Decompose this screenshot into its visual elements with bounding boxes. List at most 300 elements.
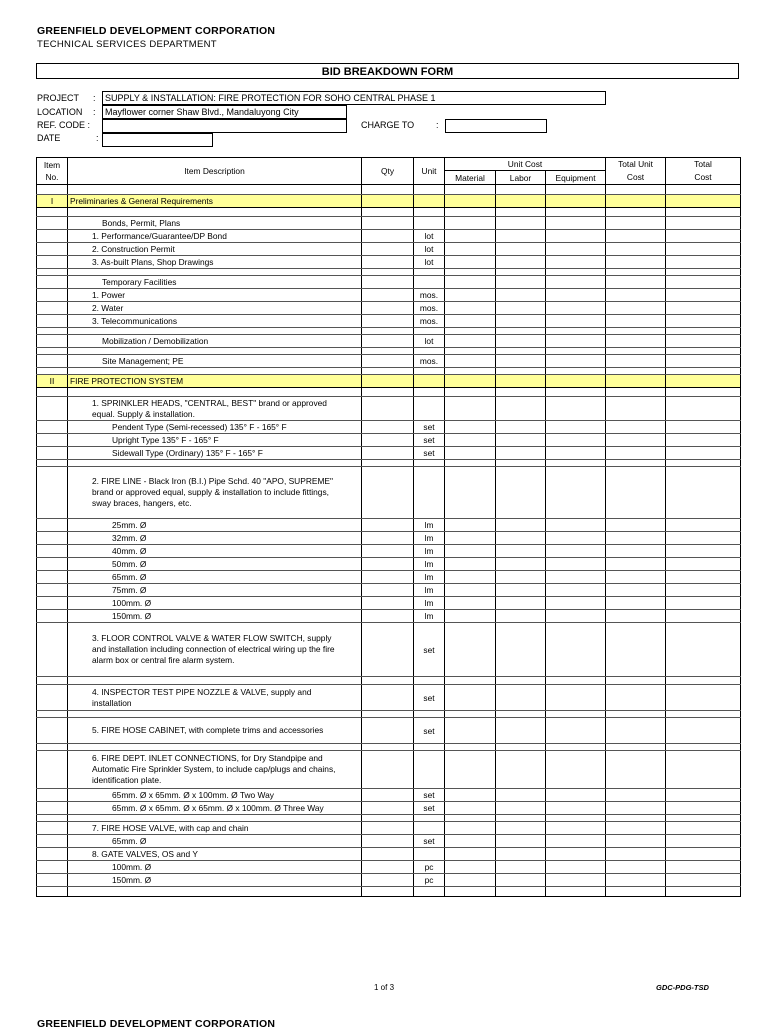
total-cost-cell[interactable] (666, 421, 741, 434)
material-cost-cell[interactable] (445, 744, 496, 751)
qty-cell[interactable] (362, 711, 414, 718)
total-cost-cell[interactable] (666, 519, 741, 532)
labor-cost-cell[interactable] (496, 789, 546, 802)
total-unit-cost-cell[interactable] (606, 302, 666, 315)
total-unit-cost-cell[interactable] (606, 677, 666, 685)
qty-cell[interactable] (362, 789, 414, 802)
total-unit-cost-cell[interactable] (606, 519, 666, 532)
total-cost-cell[interactable] (666, 545, 741, 558)
labor-cost-cell[interactable] (496, 711, 546, 718)
equipment-cost-cell[interactable] (546, 558, 606, 571)
total-cost-cell[interactable] (666, 815, 741, 822)
material-cost-cell[interactable] (445, 545, 496, 558)
total-unit-cost-cell[interactable] (606, 368, 666, 375)
equipment-cost-cell[interactable] (546, 718, 606, 744)
total-cost-cell[interactable] (666, 584, 741, 597)
equipment-cost-cell[interactable] (546, 355, 606, 368)
equipment-cost-cell[interactable] (546, 610, 606, 623)
labor-cost-cell[interactable] (496, 447, 546, 460)
total-cost-cell[interactable] (666, 289, 741, 302)
equipment-cost-cell[interactable] (546, 269, 606, 276)
total-unit-cost-cell[interactable] (606, 467, 666, 519)
refcode-field[interactable] (102, 119, 347, 133)
total-unit-cost-cell[interactable] (606, 887, 666, 897)
equipment-cost-cell[interactable] (546, 815, 606, 822)
total-unit-cost-cell[interactable] (606, 328, 666, 335)
equipment-cost-cell[interactable] (546, 571, 606, 584)
equipment-cost-cell[interactable] (546, 467, 606, 519)
equipment-cost-cell[interactable] (546, 835, 606, 848)
material-cost-cell[interactable] (445, 421, 496, 434)
total-cost-cell[interactable] (666, 711, 741, 718)
equipment-cost-cell[interactable] (546, 217, 606, 230)
labor-cost-cell[interactable] (496, 874, 546, 887)
labor-cost-cell[interactable] (496, 289, 546, 302)
equipment-cost-cell[interactable] (546, 751, 606, 789)
qty-cell[interactable] (362, 545, 414, 558)
qty-cell[interactable] (362, 584, 414, 597)
qty-cell[interactable] (362, 718, 414, 744)
total-unit-cost-cell[interactable] (606, 185, 666, 195)
equipment-cost-cell[interactable] (546, 545, 606, 558)
total-cost-cell[interactable] (666, 388, 741, 397)
labor-cost-cell[interactable] (496, 315, 546, 328)
equipment-cost-cell[interactable] (546, 874, 606, 887)
total-cost-cell[interactable] (666, 256, 741, 269)
equipment-cost-cell[interactable] (546, 685, 606, 711)
total-unit-cost-cell[interactable] (606, 623, 666, 677)
labor-cost-cell[interactable] (496, 751, 546, 789)
table-row (37, 887, 741, 897)
qty-cell[interactable] (362, 822, 414, 835)
total-unit-cost-cell[interactable] (606, 447, 666, 460)
location-field[interactable]: Mayflower corner Shaw Blvd., Mandaluyong City (102, 105, 347, 119)
total-unit-cost-cell[interactable] (606, 874, 666, 887)
material-cost-cell[interactable] (445, 610, 496, 623)
total-unit-cost-cell[interactable] (606, 558, 666, 571)
total-cost-cell[interactable] (666, 751, 741, 789)
labor-cost-cell[interactable] (496, 815, 546, 822)
qty-cell[interactable] (362, 421, 414, 434)
total-unit-cost-cell[interactable] (606, 848, 666, 861)
labor-cost-cell[interactable] (496, 467, 546, 519)
equipment-cost-cell[interactable] (546, 185, 606, 195)
project-field[interactable]: SUPPLY & INSTALLATION: FIRE PROTECTION FOR SOHO CENTRAL PHASE 1 (102, 91, 606, 105)
equipment-cost-cell[interactable] (546, 677, 606, 685)
material-cost-cell[interactable] (445, 302, 496, 315)
total-unit-cost-cell[interactable] (606, 421, 666, 434)
material-cost-cell[interactable] (445, 815, 496, 822)
material-cost-cell[interactable] (445, 434, 496, 447)
material-cost-cell[interactable] (445, 519, 496, 532)
total-cost-cell[interactable] (666, 623, 741, 677)
material-cost-cell[interactable] (445, 335, 496, 348)
total-unit-cost-cell[interactable] (606, 460, 666, 467)
material-cost-cell[interactable] (445, 256, 496, 269)
qty-cell[interactable] (362, 447, 414, 460)
equipment-cost-cell[interactable] (546, 335, 606, 348)
material-cost-cell[interactable] (445, 208, 496, 217)
qty-cell[interactable] (362, 256, 414, 269)
qty-cell[interactable] (362, 208, 414, 217)
material-cost-cell[interactable] (445, 217, 496, 230)
labor-cost-cell[interactable] (496, 685, 546, 711)
qty-cell[interactable] (362, 460, 414, 467)
total-cost-cell[interactable] (666, 243, 741, 256)
material-cost-cell[interactable] (445, 397, 496, 421)
labor-cost-cell[interactable] (496, 835, 546, 848)
total-unit-cost-cell[interactable] (606, 208, 666, 217)
labor-cost-cell[interactable] (496, 545, 546, 558)
total-cost-cell[interactable] (666, 269, 741, 276)
labor-cost-cell[interactable] (496, 597, 546, 610)
total-unit-cost-cell[interactable] (606, 744, 666, 751)
total-unit-cost-cell[interactable] (606, 243, 666, 256)
total-unit-cost-cell[interactable] (606, 822, 666, 835)
qty-cell[interactable] (362, 610, 414, 623)
equipment-cost-cell[interactable] (546, 887, 606, 897)
qty-cell[interactable] (362, 751, 414, 789)
total-unit-cost-cell[interactable] (606, 276, 666, 289)
labor-cost-cell[interactable] (496, 460, 546, 467)
total-cost-cell[interactable] (666, 460, 741, 467)
material-cost-cell[interactable] (445, 388, 496, 397)
total-cost-cell[interactable] (666, 447, 741, 460)
labor-cost-cell[interactable] (496, 230, 546, 243)
total-unit-cost-cell[interactable] (606, 835, 666, 848)
equipment-cost-cell[interactable] (546, 315, 606, 328)
total-cost-cell[interactable] (666, 685, 741, 711)
total-cost-cell[interactable] (666, 744, 741, 751)
equipment-cost-cell[interactable] (546, 802, 606, 815)
labor-cost-cell[interactable] (496, 388, 546, 397)
qty-cell[interactable] (362, 571, 414, 584)
total-cost-cell[interactable] (666, 315, 741, 328)
total-cost-cell[interactable] (666, 558, 741, 571)
qty-cell[interactable] (362, 315, 414, 328)
total-unit-cost-cell[interactable] (606, 315, 666, 328)
labor-cost-cell[interactable] (496, 375, 546, 388)
equipment-cost-cell[interactable] (546, 388, 606, 397)
labor-cost-cell[interactable] (496, 571, 546, 584)
total-unit-cost-cell[interactable] (606, 711, 666, 718)
labor-cost-cell[interactable] (496, 185, 546, 195)
total-cost-cell[interactable] (666, 230, 741, 243)
material-cost-cell[interactable] (445, 185, 496, 195)
qty-cell[interactable] (362, 623, 414, 677)
material-cost-cell[interactable] (445, 375, 496, 388)
total-cost-cell[interactable] (666, 887, 741, 897)
equipment-cost-cell[interactable] (546, 208, 606, 217)
labor-cost-cell[interactable] (496, 328, 546, 335)
material-cost-cell[interactable] (445, 289, 496, 302)
qty-cell[interactable] (362, 243, 414, 256)
qty-cell[interactable] (362, 355, 414, 368)
material-cost-cell[interactable] (445, 677, 496, 685)
labor-cost-cell[interactable] (496, 348, 546, 355)
material-cost-cell[interactable] (445, 887, 496, 897)
material-cost-cell[interactable] (445, 571, 496, 584)
total-cost-cell[interactable] (666, 276, 741, 289)
total-cost-cell[interactable] (666, 335, 741, 348)
total-unit-cost-cell[interactable] (606, 230, 666, 243)
qty-cell[interactable] (362, 217, 414, 230)
material-cost-cell[interactable] (445, 243, 496, 256)
labor-cost-cell[interactable] (496, 217, 546, 230)
equipment-cost-cell[interactable] (546, 789, 606, 802)
labor-cost-cell[interactable] (496, 243, 546, 256)
material-cost-cell[interactable] (445, 195, 496, 208)
total-unit-cost-cell[interactable] (606, 815, 666, 822)
total-unit-cost-cell[interactable] (606, 545, 666, 558)
total-unit-cost-cell[interactable] (606, 718, 666, 744)
total-unit-cost-cell[interactable] (606, 532, 666, 545)
qty-cell[interactable] (362, 397, 414, 421)
qty-cell[interactable] (362, 434, 414, 447)
total-cost-cell[interactable] (666, 217, 741, 230)
total-cost-cell[interactable] (666, 375, 741, 388)
total-unit-cost-cell[interactable] (606, 289, 666, 302)
total-cost-cell[interactable] (666, 610, 741, 623)
equipment-cost-cell[interactable] (546, 434, 606, 447)
total-cost-cell[interactable] (666, 571, 741, 584)
material-cost-cell[interactable] (445, 558, 496, 571)
material-cost-cell[interactable] (445, 460, 496, 467)
material-cost-cell[interactable] (445, 711, 496, 718)
equipment-cost-cell[interactable] (546, 195, 606, 208)
material-cost-cell[interactable] (445, 822, 496, 835)
qty-cell[interactable] (362, 802, 414, 815)
equipment-cost-cell[interactable] (546, 421, 606, 434)
labor-cost-cell[interactable] (496, 335, 546, 348)
total-cost-cell[interactable] (666, 467, 741, 519)
material-cost-cell[interactable] (445, 355, 496, 368)
total-unit-cost-cell[interactable] (606, 789, 666, 802)
total-unit-cost-cell[interactable] (606, 610, 666, 623)
qty-cell[interactable] (362, 532, 414, 545)
labor-cost-cell[interactable] (496, 584, 546, 597)
material-cost-cell[interactable] (445, 861, 496, 874)
qty-cell[interactable] (362, 185, 414, 195)
total-cost-cell[interactable] (666, 822, 741, 835)
total-cost-cell[interactable] (666, 208, 741, 217)
qty-cell[interactable] (362, 519, 414, 532)
total-unit-cost-cell[interactable] (606, 335, 666, 348)
material-cost-cell[interactable] (445, 685, 496, 711)
total-cost-cell[interactable] (666, 185, 741, 195)
qty-cell[interactable] (362, 815, 414, 822)
equipment-cost-cell[interactable] (546, 623, 606, 677)
total-cost-cell[interactable] (666, 434, 741, 447)
qty-cell[interactable] (362, 874, 414, 887)
equipment-cost-cell[interactable] (546, 519, 606, 532)
qty-cell[interactable] (362, 887, 414, 897)
equipment-cost-cell[interactable] (546, 256, 606, 269)
qty-cell[interactable] (362, 335, 414, 348)
labor-cost-cell[interactable] (496, 848, 546, 861)
equipment-cost-cell[interactable] (546, 447, 606, 460)
material-cost-cell[interactable] (445, 328, 496, 335)
total-cost-cell[interactable] (666, 348, 741, 355)
labor-cost-cell[interactable] (496, 623, 546, 677)
qty-cell[interactable] (362, 230, 414, 243)
material-cost-cell[interactable] (445, 789, 496, 802)
total-cost-cell[interactable] (666, 532, 741, 545)
material-cost-cell[interactable] (445, 368, 496, 375)
total-unit-cost-cell[interactable] (606, 388, 666, 397)
total-cost-cell[interactable] (666, 355, 741, 368)
total-unit-cost-cell[interactable] (606, 802, 666, 815)
material-cost-cell[interactable] (445, 269, 496, 276)
material-cost-cell[interactable] (445, 230, 496, 243)
total-cost-cell[interactable] (666, 597, 741, 610)
material-cost-cell[interactable] (445, 835, 496, 848)
labor-cost-cell[interactable] (496, 368, 546, 375)
labor-cost-cell[interactable] (496, 256, 546, 269)
total-unit-cost-cell[interactable] (606, 195, 666, 208)
total-cost-cell[interactable] (666, 861, 741, 874)
equipment-cost-cell[interactable] (546, 861, 606, 874)
material-cost-cell[interactable] (445, 802, 496, 815)
qty-cell[interactable] (362, 289, 414, 302)
equipment-cost-cell[interactable] (546, 822, 606, 835)
qty-cell[interactable] (362, 558, 414, 571)
total-cost-cell[interactable] (666, 397, 741, 421)
total-unit-cost-cell[interactable] (606, 584, 666, 597)
equipment-cost-cell[interactable] (546, 243, 606, 256)
equipment-cost-cell[interactable] (546, 584, 606, 597)
equipment-cost-cell[interactable] (546, 348, 606, 355)
labor-cost-cell[interactable] (496, 558, 546, 571)
total-unit-cost-cell[interactable] (606, 597, 666, 610)
equipment-cost-cell[interactable] (546, 276, 606, 289)
labor-cost-cell[interactable] (496, 434, 546, 447)
total-unit-cost-cell[interactable] (606, 355, 666, 368)
equipment-cost-cell[interactable] (546, 289, 606, 302)
labor-cost-cell[interactable] (496, 355, 546, 368)
equipment-cost-cell[interactable] (546, 230, 606, 243)
labor-cost-cell[interactable] (496, 195, 546, 208)
qty-cell[interactable] (362, 388, 414, 397)
equipment-cost-cell[interactable] (546, 848, 606, 861)
material-cost-cell[interactable] (445, 467, 496, 519)
total-cost-cell[interactable] (666, 802, 741, 815)
total-unit-cost-cell[interactable] (606, 348, 666, 355)
labor-cost-cell[interactable] (496, 677, 546, 685)
labor-cost-cell[interactable] (496, 718, 546, 744)
material-cost-cell[interactable] (445, 597, 496, 610)
total-cost-cell[interactable] (666, 195, 741, 208)
total-unit-cost-cell[interactable] (606, 751, 666, 789)
material-cost-cell[interactable] (445, 718, 496, 744)
date-field[interactable] (102, 133, 213, 147)
qty-cell[interactable] (362, 302, 414, 315)
material-cost-cell[interactable] (445, 348, 496, 355)
total-cost-cell[interactable] (666, 302, 741, 315)
labor-cost-cell[interactable] (496, 421, 546, 434)
equipment-cost-cell[interactable] (546, 397, 606, 421)
labor-cost-cell[interactable] (496, 276, 546, 289)
qty-cell[interactable] (362, 348, 414, 355)
labor-cost-cell[interactable] (496, 519, 546, 532)
total-unit-cost-cell[interactable] (606, 571, 666, 584)
material-cost-cell[interactable] (445, 532, 496, 545)
total-cost-cell[interactable] (666, 677, 741, 685)
total-unit-cost-cell[interactable] (606, 269, 666, 276)
equipment-cost-cell[interactable] (546, 460, 606, 467)
labor-cost-cell[interactable] (496, 269, 546, 276)
qty-cell[interactable] (362, 375, 414, 388)
charge-to-field[interactable] (445, 119, 547, 133)
material-cost-cell[interactable] (445, 848, 496, 861)
qty-cell[interactable] (362, 848, 414, 861)
labor-cost-cell[interactable] (496, 861, 546, 874)
total-cost-cell[interactable] (666, 848, 741, 861)
qty-cell[interactable] (362, 677, 414, 685)
labor-cost-cell[interactable] (496, 822, 546, 835)
total-unit-cost-cell[interactable] (606, 685, 666, 711)
qty-cell[interactable] (362, 744, 414, 751)
labor-cost-cell[interactable] (496, 802, 546, 815)
material-cost-cell[interactable] (445, 874, 496, 887)
material-cost-cell[interactable] (445, 751, 496, 789)
total-unit-cost-cell[interactable] (606, 434, 666, 447)
total-unit-cost-cell[interactable] (606, 256, 666, 269)
total-cost-cell[interactable] (666, 874, 741, 887)
material-cost-cell[interactable] (445, 315, 496, 328)
qty-cell[interactable] (362, 685, 414, 711)
total-cost-cell[interactable] (666, 789, 741, 802)
total-cost-cell[interactable] (666, 718, 741, 744)
labor-cost-cell[interactable] (496, 302, 546, 315)
total-cost-cell[interactable] (666, 328, 741, 335)
material-cost-cell[interactable] (445, 584, 496, 597)
material-cost-cell[interactable] (445, 623, 496, 677)
qty-cell[interactable] (362, 269, 414, 276)
qty-cell[interactable] (362, 276, 414, 289)
qty-cell[interactable] (362, 597, 414, 610)
total-cost-cell[interactable] (666, 368, 741, 375)
equipment-cost-cell[interactable] (546, 597, 606, 610)
equipment-cost-cell[interactable] (546, 328, 606, 335)
qty-cell[interactable] (362, 368, 414, 375)
total-unit-cost-cell[interactable] (606, 375, 666, 388)
labor-cost-cell[interactable] (496, 887, 546, 897)
qty-cell[interactable] (362, 328, 414, 335)
total-cost-cell[interactable] (666, 835, 741, 848)
material-cost-cell[interactable] (445, 276, 496, 289)
total-unit-cost-cell[interactable] (606, 861, 666, 874)
equipment-cost-cell[interactable] (546, 368, 606, 375)
qty-cell[interactable] (362, 195, 414, 208)
qty-cell[interactable] (362, 861, 414, 874)
labor-cost-cell[interactable] (496, 610, 546, 623)
qty-cell[interactable] (362, 835, 414, 848)
material-cost-cell[interactable] (445, 447, 496, 460)
labor-cost-cell[interactable] (496, 397, 546, 421)
qty-cell[interactable] (362, 467, 414, 519)
total-unit-cost-cell[interactable] (606, 397, 666, 421)
equipment-cost-cell[interactable] (546, 532, 606, 545)
equipment-cost-cell[interactable] (546, 711, 606, 718)
labor-cost-cell[interactable] (496, 744, 546, 751)
labor-cost-cell[interactable] (496, 532, 546, 545)
equipment-cost-cell[interactable] (546, 302, 606, 315)
labor-cost-cell[interactable] (496, 208, 546, 217)
total-unit-cost-cell[interactable] (606, 217, 666, 230)
equipment-cost-cell[interactable] (546, 375, 606, 388)
equipment-cost-cell[interactable] (546, 744, 606, 751)
